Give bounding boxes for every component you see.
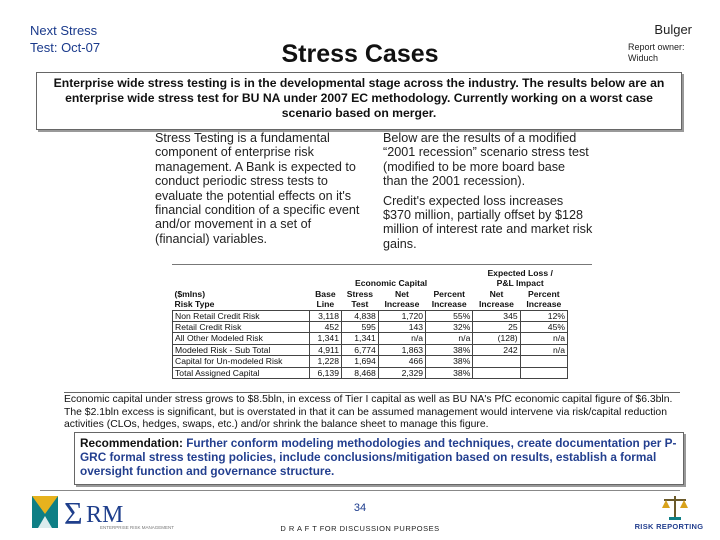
cell-stress: 1,341 [341,333,378,344]
stress-results-table [172,268,568,379]
draft-notice: D R A F T FOR DISCUSSION PURPOSES [280,524,440,533]
row-label: Non Retail Credit Risk [173,310,310,321]
report-owner-label: Report owner: [628,42,685,52]
cell-net: 143 [378,322,425,333]
unit-label: ($mlns) [174,288,206,299]
cell-el-net: 25 [473,322,520,333]
cell-net: 466 [378,356,425,367]
col-header: Increase [384,299,420,310]
svg-text:Σ: Σ [64,495,83,530]
cell-base: 1,228 [309,356,341,367]
recommendation-box [74,432,684,485]
erm-logo-subtitle: ENTERPRISE RISK MANAGEMENT [100,525,175,530]
ec-group-header: Economic Capital [355,278,428,289]
cell-base: 3,118 [309,310,341,321]
intro-box: Enterprise wide stress testing is in the developmental stage across the industry. The results below are an enterprise wide stress test for BU NA under 2007 EC methodology. Currently working on a worst case scenario based on merger. [36,72,682,130]
row-label: Modeled Risk - Sub Total [173,344,310,355]
cell-net: 1,863 [378,344,425,355]
cell-net: 2,329 [378,367,425,378]
recommendation-text: Further conform modeling methodologies and techniques, create documentation per P-GRC formal stress testing policies, include conclusions/mitigation based on results, establish a formal oversight function and governance structure. [80,436,677,479]
cell-stress: 1,694 [341,356,378,367]
cell-el-net [473,356,520,367]
col-header: Stress [346,288,374,299]
table-row [173,310,568,321]
economic-capital-narrative: Economic capital under stress grows to $8.5bln, in excess of Tier I capital as well as BU NA's PfC economic capital figure of $6.3bln. The $2.1bln excess is significant, but is overstated in that it can be assumed management would intervene via risk/capital reduction activities (CLOs, hedges, swaps, etc.) and/or shrink the balance sheet to manage this figure. [64,392,680,432]
page-title: Stress Cases [281,40,439,68]
cell-el-net: 345 [473,310,520,321]
cell-stress: 595 [341,322,378,333]
header-test-date: Test: Oct-07 [30,40,101,55]
page-number: 34 [353,502,367,514]
el-group-header-1: Expected Loss / [487,268,553,278]
col-header: Test [351,299,369,310]
divider [172,264,592,265]
col-header: Net [395,288,409,299]
cell-pct: 38% [426,356,473,367]
cell-base: 4,911 [309,344,341,355]
cell-net: n/a [378,333,425,344]
report-owner-name: Widuch [628,53,659,63]
scenario-summary [383,131,593,251]
risk-reporting-logo-text: RISK REPORTING [634,522,704,531]
cell-el-net [473,367,520,378]
table-row [173,356,568,367]
col-header: Increase [431,299,467,310]
row-label: Retail Credit Risk [173,322,310,333]
col-header: Percent [528,288,560,299]
cell-pct: 32% [426,322,473,333]
table-row [173,322,568,333]
stress-testing-definition: Stress Testing is a fundamental component of enterprise risk management. A Bank is expected to conduct periodic stress tests to evaluate the potential effects on it's financial condition of a specific event and/or movement in a set of (financial) variables. [155,131,360,246]
col-header: Line [316,299,335,310]
row-label: Capital for Un-modeled Risk [173,356,310,367]
footer-divider [40,490,680,491]
scenario-description: Below are the results of a modified “2001 recession” scenario stress test (modified to be more board base than the 2001 recession). [383,131,589,189]
cell-el-pct: 12% [520,310,567,321]
col-header: Increase [526,299,562,310]
cell-pct: 38% [426,367,473,378]
col-header: Base [315,288,336,299]
cell-net: 1,720 [378,310,425,321]
table-row [173,344,568,355]
cell-base: 6,139 [309,367,341,378]
cell-stress: 8,468 [341,367,378,378]
cell-base: 452 [309,322,341,333]
cell-el-net: (128) [473,333,520,344]
cell-pct: 38% [426,344,473,355]
cell-el-net: 242 [473,344,520,355]
cell-el-pct: n/a [520,333,567,344]
credit-loss-summary: Credit's expected loss increases $370 million, partially offset by $128 million of interest rate and market risk gains. [383,193,593,251]
header-next-stress: Next Stress [30,23,98,38]
table-row [173,333,568,344]
header-author: Bulger [654,22,692,37]
table-row [173,367,568,378]
cell-pct: 55% [426,310,473,321]
cell-el-pct: 45% [520,322,567,333]
row-label: All Other Modeled Risk [173,333,310,344]
cell-el-pct [520,356,567,367]
cell-stress: 4,838 [341,310,378,321]
el-group-header-2: P&L Impact [496,278,544,289]
explanation-panel [145,131,593,263]
cell-el-pct [520,367,567,378]
cell-el-pct: n/a [520,344,567,355]
col-header: Percent [433,288,465,299]
cell-stress: 6,774 [341,344,378,355]
row-label: Total Assigned Capital [173,367,310,378]
recommendation-label: Recommendation: [80,436,183,450]
cell-base: 1,341 [309,333,341,344]
cell-pct: n/a [426,333,473,344]
col-header: Increase [479,299,514,310]
risk-type-header: Risk Type [174,299,215,310]
erm-logo-text: RM [86,502,124,528]
col-header: Net [489,288,504,299]
